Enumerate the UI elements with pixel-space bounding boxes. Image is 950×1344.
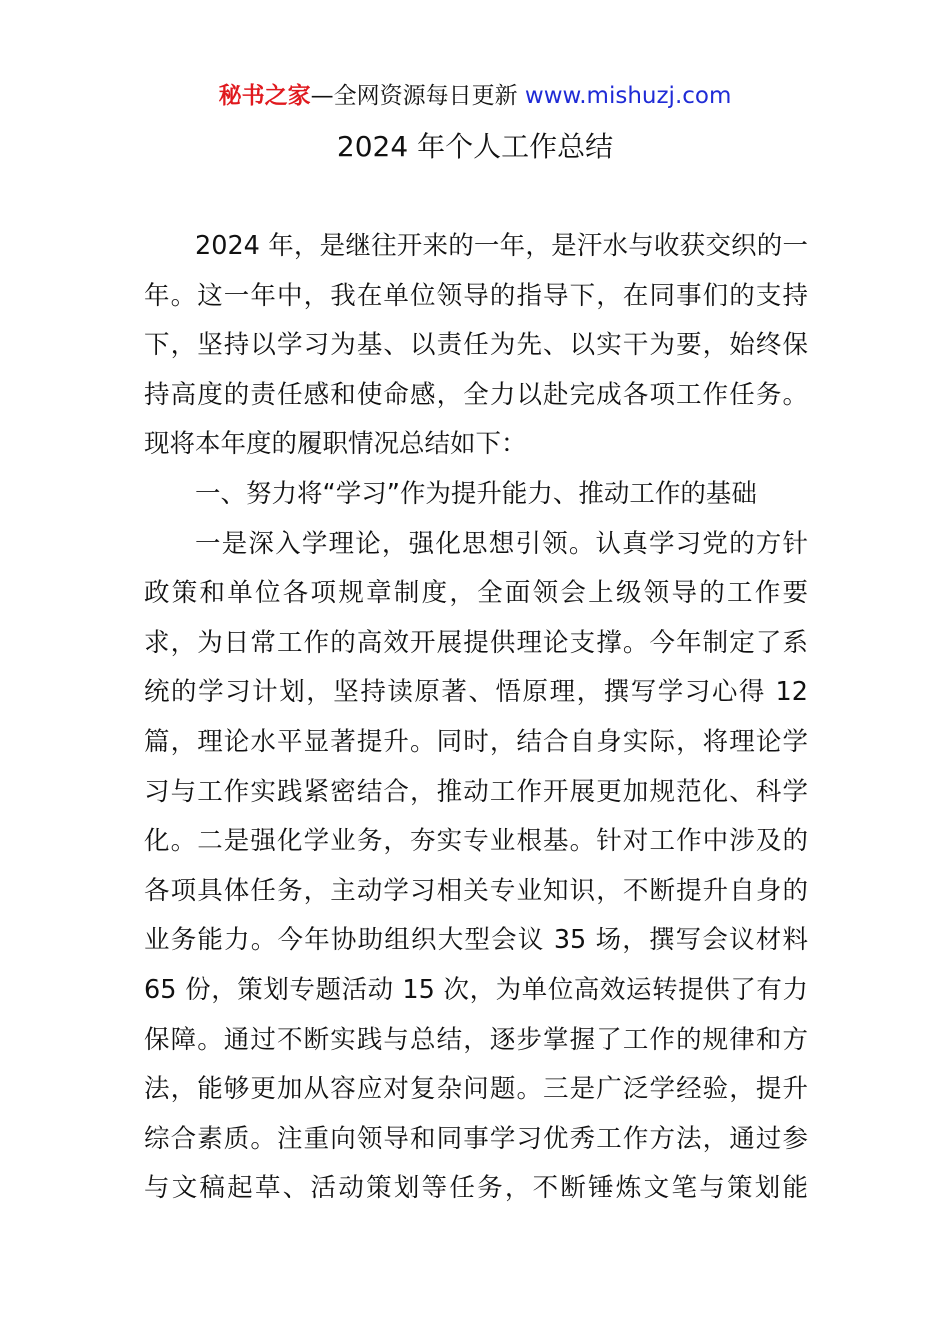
paragraph-line: 年。这一年中，我在单位领导的指导下，在同事们的支持: [144, 280, 808, 311]
section-heading: 一、努力将“学习”作为提升能力、推动工作的基础: [195, 478, 757, 509]
paragraph-line: 业务能力。今年协助组织大型会议 35 场，撰写会议材料: [144, 925, 808, 956]
site-header: [0, 80, 950, 112]
paragraph-line: 2024 年，是继往开来的一年，是汗水与收获交织的一: [195, 231, 808, 261]
paragraph-line: 一是深入学理论，强化思想引领。认真学习党的方针: [195, 528, 808, 559]
paragraph-line: 综合素质。注重向领导和同事学习优秀工作方法，通过参: [144, 1123, 808, 1154]
paragraph-line: 保障。通过不断实践与总结，逐步掌握了工作的规律和方: [144, 1024, 808, 1055]
header-tagline: —全网资源每日更新: [310, 83, 525, 109]
paragraph-line: 与文稿起草、活动策划等任务，不断锤炼文笔与策划能: [144, 1173, 808, 1204]
paragraph-line: 持高度的责任感和使命感，全力以赴完成各项工作任务。: [144, 379, 808, 410]
document-body: [144, 222, 808, 1214]
paragraph-line: 现将本年度的履职情况总结如下：: [144, 429, 527, 460]
paragraph-line: 65 份，策划专题活动 15 次，为单位高效运转提供了有力: [144, 974, 808, 1005]
paragraph-line: 法，能够更加从容应对复杂问题。三是广泛学经验，提升: [144, 1074, 808, 1105]
site-url-link[interactable]: www.mishuzj.com: [524, 83, 732, 109]
paragraph-line: 习与工作实践紧密结合，推动工作开展更加规范化、科学: [144, 776, 808, 807]
paragraph-line: 下，坚持以学习为基、以责任为先、以实干为要，始终保: [144, 330, 808, 361]
paragraph-line: 求，为日常工作的高效开展提供理论支撑。今年制定了系: [144, 627, 808, 658]
brand-name: 秘书之家: [218, 83, 311, 109]
paragraph-line: 各项具体任务，主动学习相关专业知识，不断提升自身的: [144, 875, 808, 906]
paragraph-line: 统的学习计划，坚持读原著、悟原理，撰写学习心得 12: [144, 677, 808, 708]
paragraph-line: 政策和单位各项规章制度，全面领会上级领导的工作要: [144, 578, 808, 609]
paragraph-line: 化。二是强化学业务，夯实专业根基。针对工作中涉及的: [144, 826, 808, 857]
paragraph-line: 篇，理论水平显著提升。同时，结合自身实际，将理论学: [144, 726, 808, 757]
document-title: 2024 年个人工作总结: [336, 130, 614, 163]
